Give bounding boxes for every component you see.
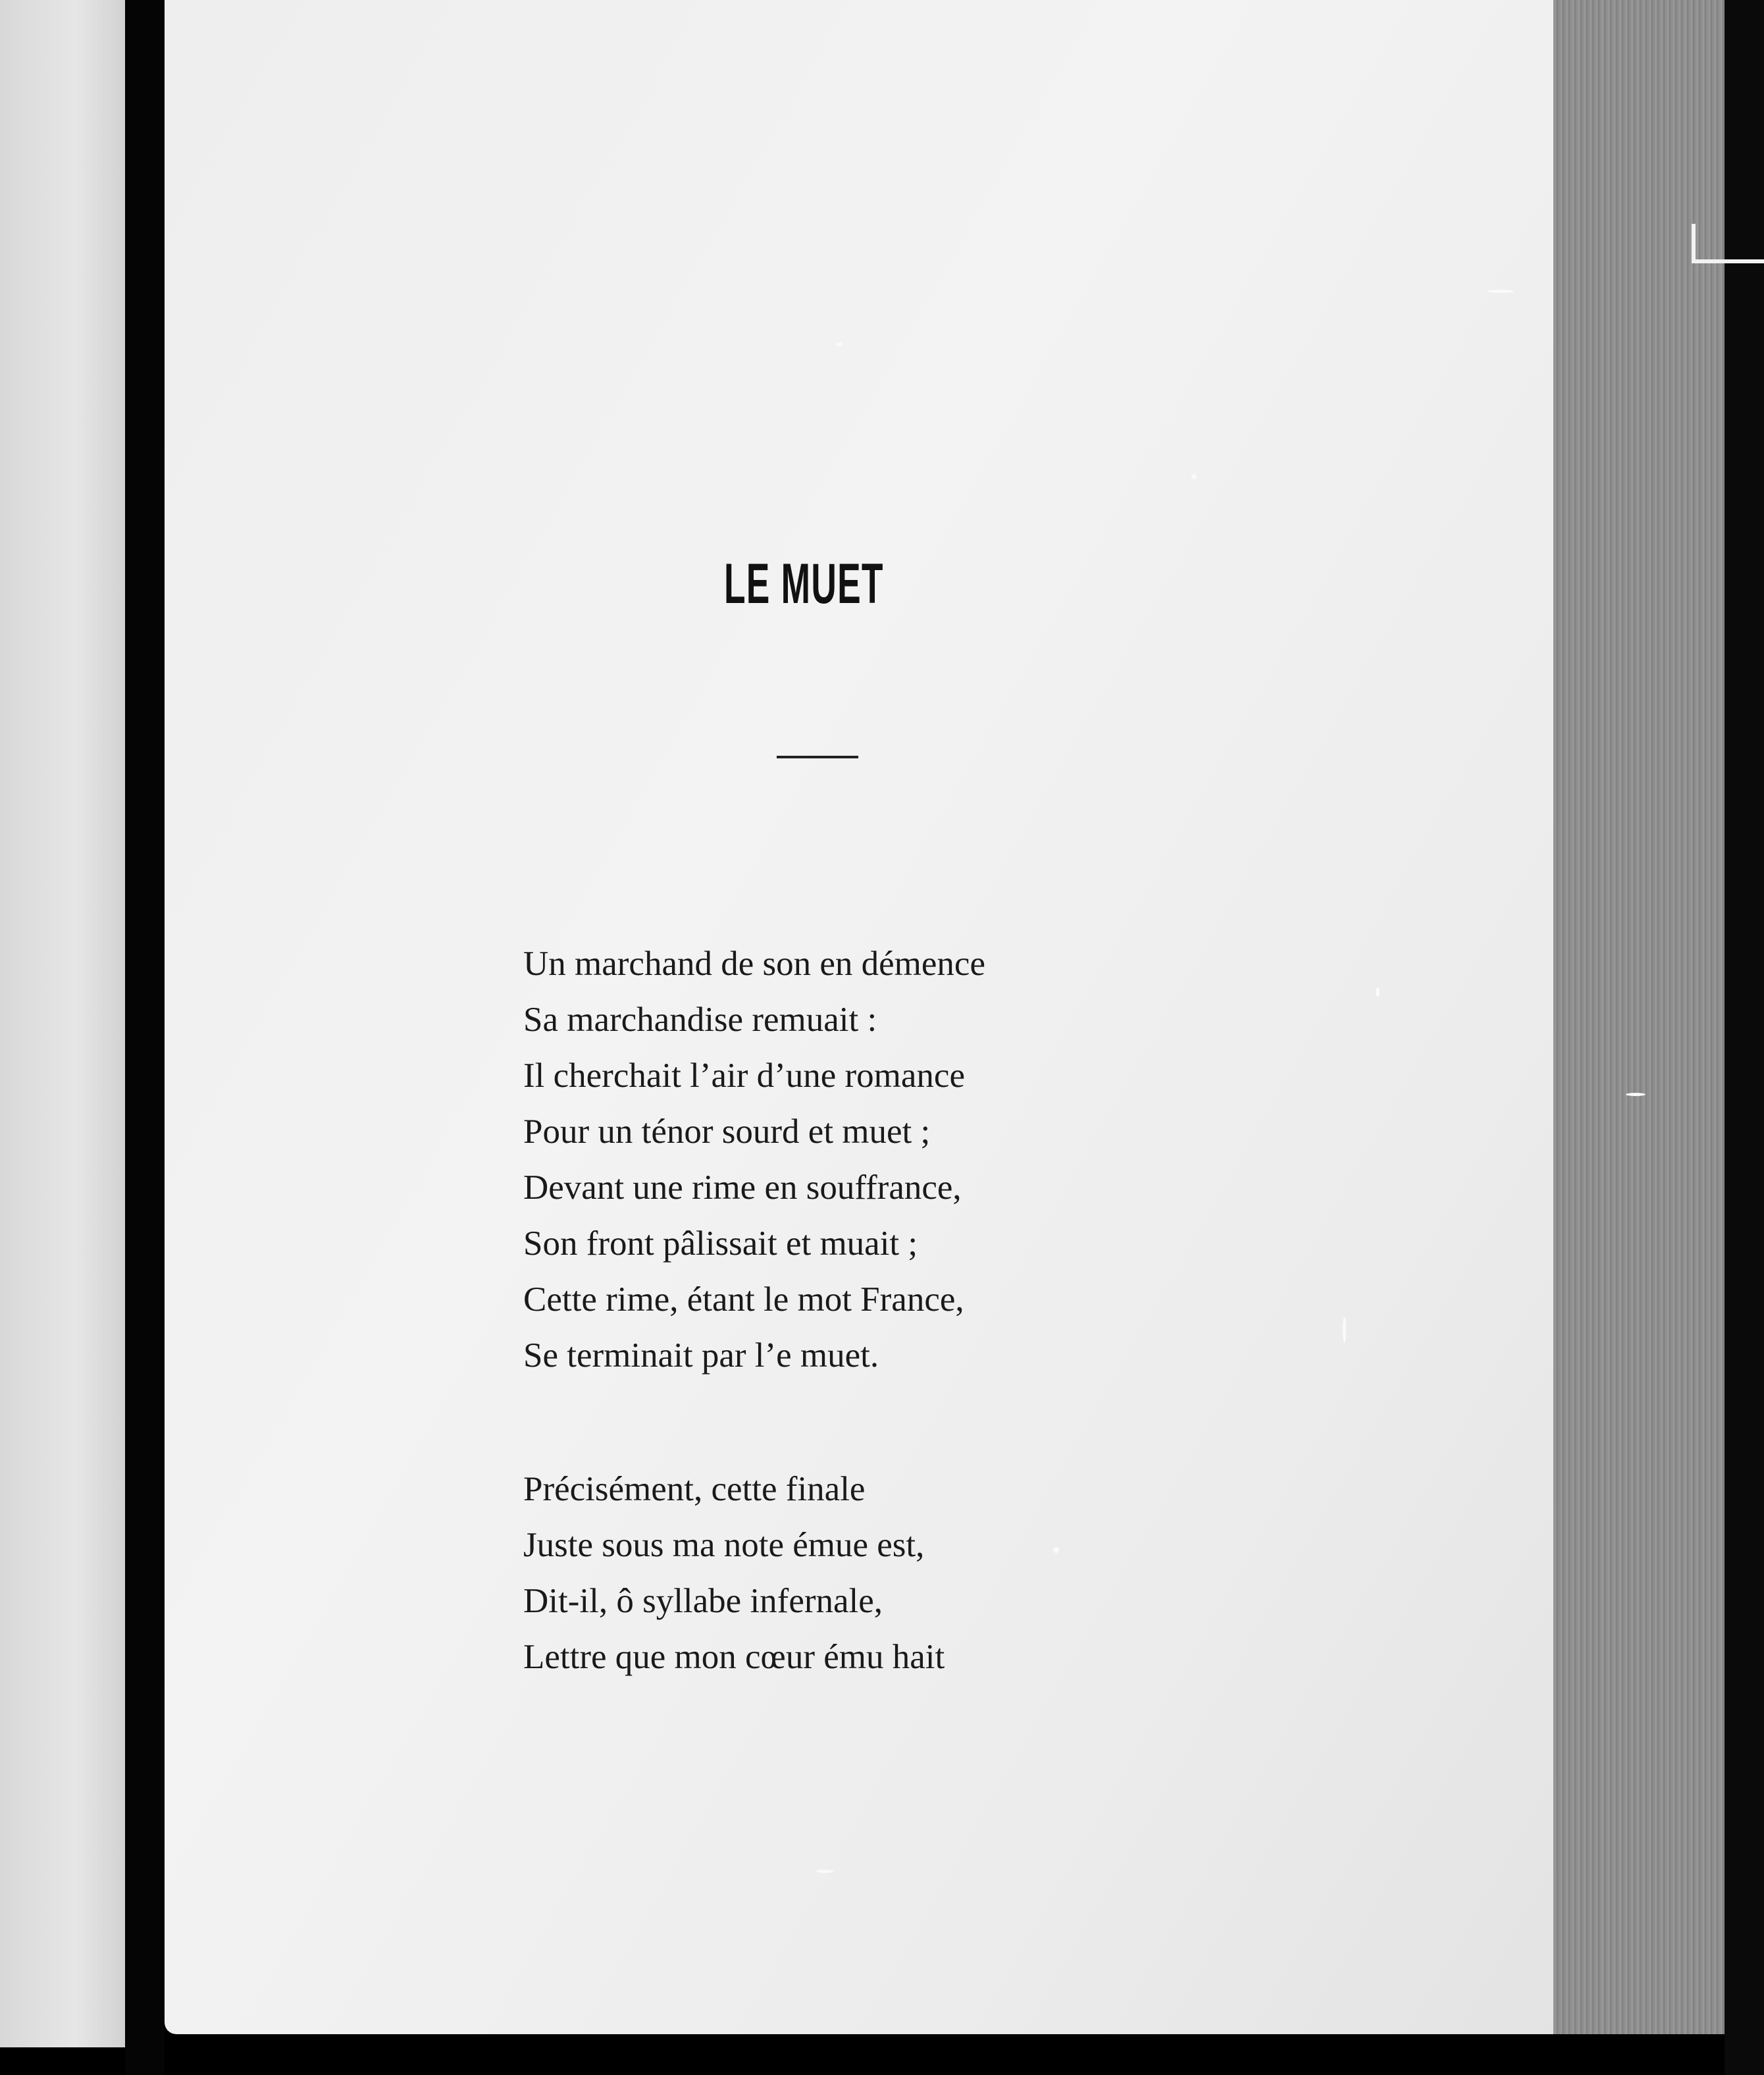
dust-speck <box>1343 1317 1346 1343</box>
poem-title: LE MUET <box>724 552 884 616</box>
dust-speck <box>1488 290 1514 293</box>
verse-line: Un marchand de son en démence <box>523 945 985 983</box>
stanza-1 <box>523 936 985 1384</box>
dust-speck <box>836 342 843 346</box>
dust-speck <box>1376 987 1380 997</box>
dust-speck <box>1191 474 1197 479</box>
verse-line: Son front pâlissait et muait ; <box>523 1224 918 1263</box>
stanza-2 <box>523 1461 945 1685</box>
verse-line: Précisément, cette finale <box>523 1470 866 1508</box>
scan-corner-mark <box>1692 224 1764 263</box>
verse-line: Lettre que mon cœur ému hait <box>523 1638 945 1676</box>
verse-line: Se terminait par l’e muet. <box>523 1336 879 1375</box>
verse-line: Pour un ténor sourd et muet ; <box>523 1113 931 1151</box>
dust-speck <box>816 1870 833 1873</box>
verse-line: Sa marchandise remuait : <box>523 1001 877 1039</box>
title-rule <box>777 756 858 758</box>
verse-line: Juste sous ma note émue est, <box>523 1526 925 1564</box>
facing-page-edge <box>0 0 125 2047</box>
verse-line: Dit-il, ô syllabe infernale, <box>523 1582 883 1620</box>
scan-border <box>1725 0 1764 2075</box>
dust-speck <box>1053 1547 1059 1553</box>
page-stack-edge <box>1553 0 1725 2034</box>
verse-line: Devant une rime en souffrance, <box>523 1169 962 1207</box>
verse-line: Cette rime, étant le mot France, <box>523 1280 964 1319</box>
dust-speck <box>1626 1093 1646 1096</box>
book-gutter <box>125 0 165 2075</box>
verse-line: Il cherchait l’air d’une romance <box>523 1057 965 1095</box>
